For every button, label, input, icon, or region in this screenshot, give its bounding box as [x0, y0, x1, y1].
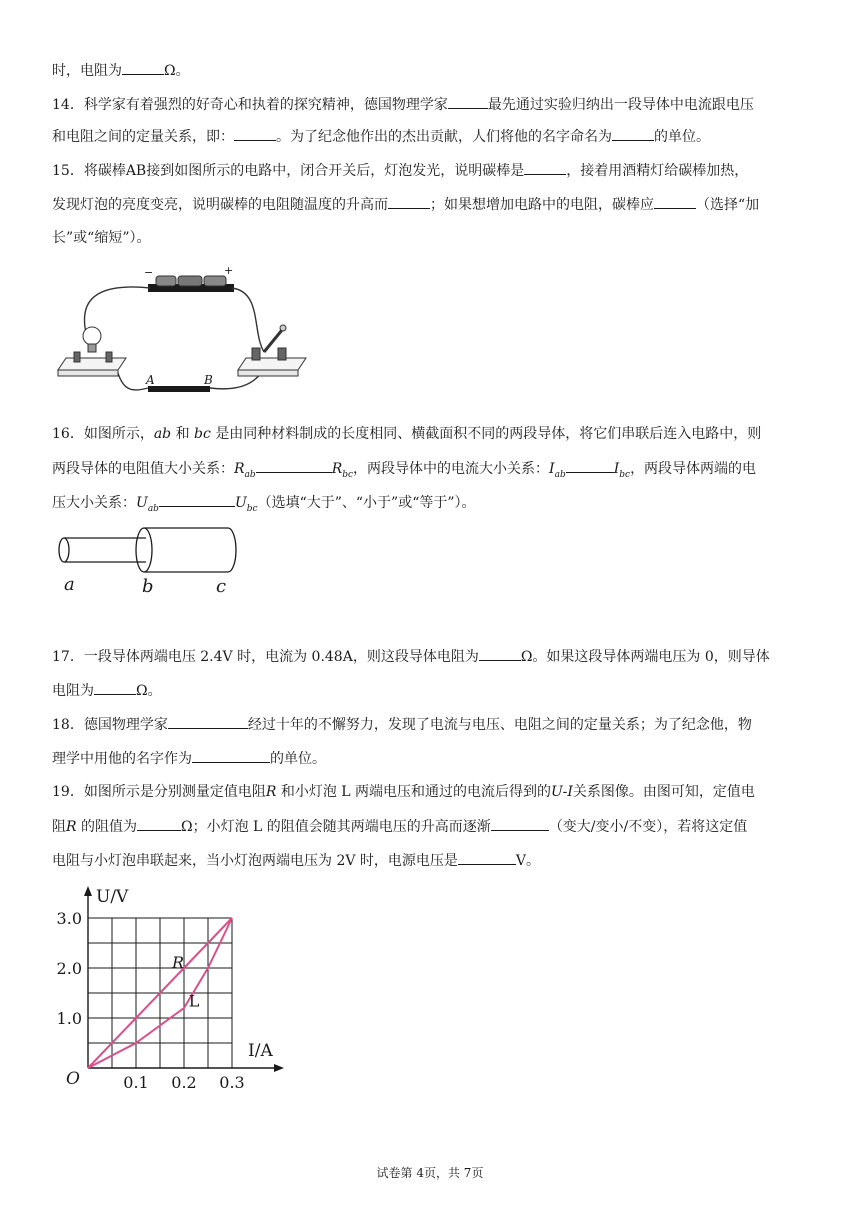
series-label-L: L: [188, 991, 200, 1011]
answer-blank[interactable]: [479, 646, 521, 661]
answer-blank[interactable]: [524, 160, 566, 175]
q18-line2: 理学中用他的名字作为 的单位。: [52, 748, 326, 769]
q19-line1: 19．如图所示是分别测量定值电阻R 和小灯泡 L 两端电压和通过的电流后得到的U-I关系图像。由图可知，定值电: [52, 784, 755, 800]
wire-right: [232, 288, 264, 352]
lamp-bulb: [83, 327, 101, 345]
page-footer: 试卷第 4页，共 7页: [376, 1166, 484, 1180]
y-tick-label: 3.0: [56, 909, 82, 928]
y-axis-arrow: [84, 886, 92, 896]
conductor-bc: [144, 528, 236, 572]
y-tick-label: 2.0: [56, 959, 82, 978]
x-axis-label: I/A: [248, 1041, 273, 1061]
answer-blank[interactable]: [612, 126, 654, 141]
answer-blank[interactable]: [491, 816, 549, 831]
x-tick-label: 0.3: [219, 1073, 245, 1092]
answer-blank[interactable]: [168, 714, 248, 729]
answer-blank[interactable]: [122, 60, 164, 75]
rod-label-a: A: [146, 373, 155, 387]
label-b: b: [142, 576, 154, 597]
q19-line2: 阻R 的阻值为 Ω；小灯泡 L 的阻值会随其两端电压的升高而逐渐 （变大/变小/不变），若将这定值: [52, 816, 747, 837]
battery-cell-1: [156, 276, 176, 286]
q15-line2: 发现灯泡的亮度变亮，说明碳棒的电阻随温度的升高而 ；如果想增加电路中的电阻，碳棒应 （选择“加: [52, 194, 759, 215]
q16-line2: 两段导体的电阻值大小关系：$R_{ab}$ $R_{bc}$，两段导体中的电流大小关系：$I_{ab}$ $I_{bc}$，两段导体两端的电: [52, 458, 756, 485]
q19-line3: 电阻与小灯泡串联起来，当小灯泡两端电压为 2V 时，电源电压是 V。: [52, 850, 540, 871]
answer-blank[interactable]: [192, 748, 270, 763]
q16-line3: 压大小关系：$U_{ab}$ $U_{bc}$（选填“大于”、“小于”或“等于”）。: [52, 492, 476, 519]
origin-label: O: [66, 1069, 80, 1089]
q17-line1: 17．一段导体两端电压 2.4V 时，电流为 0.48A，则这段导体电阻为 Ω。如果这段导体两端电压为 0，则导体: [52, 646, 770, 667]
battery-cell-2: [178, 276, 202, 286]
battery-minus-label: −: [144, 266, 154, 279]
carbon-rod: [148, 386, 210, 392]
wire-lamp-rod: [116, 366, 148, 390]
chart-ticks: [57, 909, 245, 1092]
battery-cell-3: [204, 276, 226, 286]
answer-blank[interactable]: [654, 194, 696, 209]
label-a: a: [64, 574, 75, 595]
q18-line1: 18．德国物理学家 经过十年的不懈努力，发现了电流与电压、电阻之间的定量关系；为了纪念他，物: [52, 714, 752, 735]
answer-blank[interactable]: [458, 850, 516, 865]
switch-board: [238, 358, 306, 370]
label-c: c: [216, 576, 227, 597]
series-label-R: R: [172, 953, 185, 972]
x-axis-arrow: [274, 1064, 284, 1072]
q14-line1: 14．科学家有着强烈的好奇心和执着的探究精神，德国物理学家 最先通过实验归纳出一段导体中电流跟电压: [52, 94, 754, 115]
answer-blank[interactable]: [566, 458, 614, 473]
q15-line1: 15．将碳棒AB接到如图所示的电路中，闭合开关后，灯泡发光，说明碳棒是 ，接着用酒精灯给碳棒加热，: [52, 160, 748, 181]
q14-line2: 和电阻之间的定量关系，即： 。为了纪念他作出的杰出贡献，人们将他的名字命名为 的单位。: [52, 126, 710, 147]
circuit-figure: [52, 262, 308, 404]
lamp-board: [58, 358, 126, 370]
answer-blank[interactable]: [137, 816, 181, 831]
answer-blank[interactable]: [94, 680, 136, 695]
q13-tail: 时，电阻为 Ω。: [52, 60, 190, 81]
answer-blank[interactable]: [159, 492, 235, 507]
answer-blank[interactable]: [256, 458, 332, 473]
y-axis-label: U/V: [96, 887, 129, 907]
answer-blank[interactable]: [234, 126, 276, 141]
answer-blank[interactable]: [388, 194, 430, 209]
conductor-figure: [52, 522, 252, 602]
q17-line2: 电阻为 Ω。: [52, 680, 162, 701]
answer-blank[interactable]: [448, 94, 488, 109]
ui-chart: [52, 880, 292, 1096]
battery-plus-label: +: [224, 264, 234, 277]
conductor-ab: [64, 538, 146, 562]
y-tick-label: 1.0: [56, 1009, 82, 1028]
x-tick-label: 0.2: [171, 1073, 197, 1092]
x-tick-label: 0.1: [123, 1073, 149, 1092]
q15-line3: 长”或“缩短”）。: [52, 230, 151, 246]
q16-line1: 16．如图所示，ab 和 bc 是由同种材料制成的长度相同、横截面积不同的两段导体，将它们串联后连入电路中，则: [52, 426, 762, 442]
rod-label-b: B: [204, 373, 213, 387]
